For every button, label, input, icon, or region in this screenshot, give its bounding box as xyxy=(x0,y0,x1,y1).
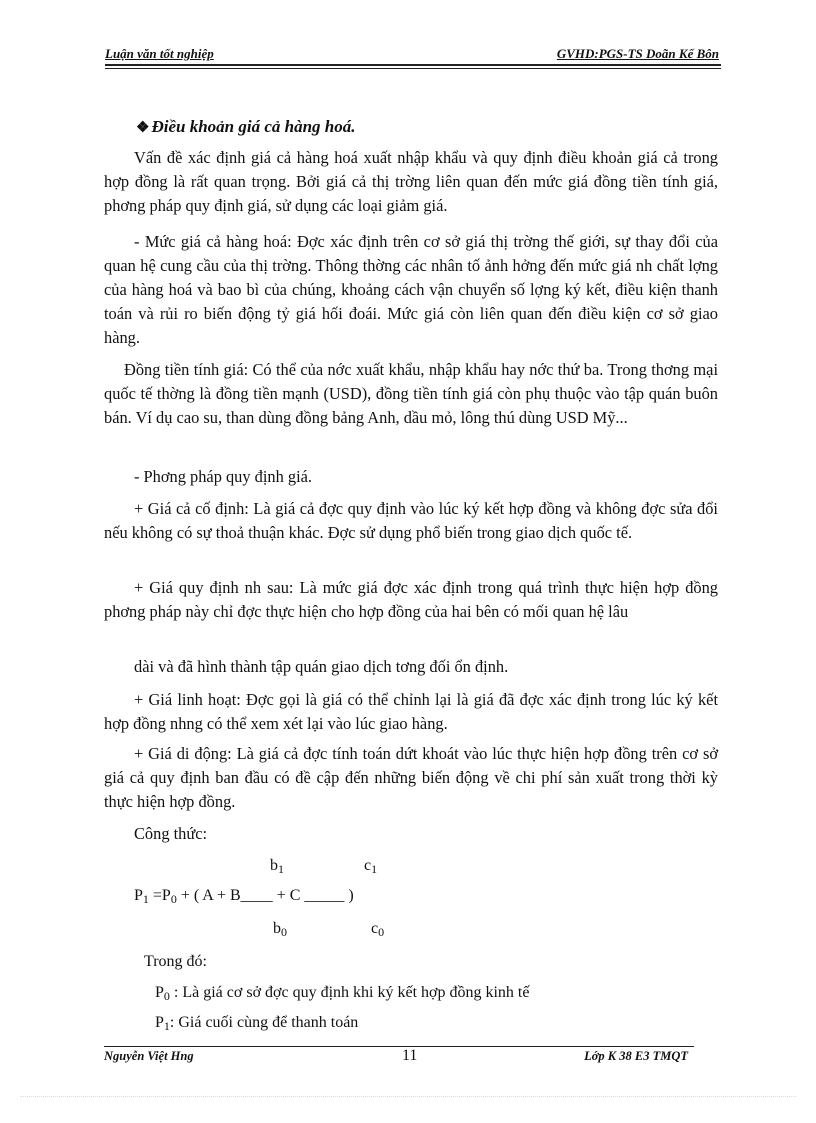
paragraph-formula-label: Công thức: xyxy=(134,824,208,843)
formula-main: P1 =P0 + ( A + B____ + C _____ ) xyxy=(134,887,354,906)
legend-p0: P0 : Là giá cơ sở đợc quy định khi ký kết hợp đồng kinh tế xyxy=(155,984,530,1003)
paragraph-fixed-price: + Giá cả cố định: Là giá cả đợc quy định vào lúc ký kết hợp đồng và không đợc sửa đổi nếu không có sự thoả thuận khác. Đợc sử dụng phổ biến trong giao dịch quốc tế. xyxy=(104,499,718,542)
paragraph-sliding-price: + Giá di động: Là giá cả đợc tính toán dứt khoát vào lúc thực hiện hợp đồng trên cơ sở giá cả quy định ban đầu có đề cập đến những biến động về chi phí sản xuất trong thời kỳ thực hiện hợp đồng. xyxy=(104,744,718,811)
paragraph-pricing-method: - Phơng pháp quy định giá. xyxy=(134,467,313,486)
section-heading-text: Điều khoản giá cả hàng hoá. xyxy=(151,117,356,136)
page-footer xyxy=(104,1046,694,1065)
section-heading xyxy=(136,117,356,137)
footer-class: Lớp K 38 E3 TMQT xyxy=(584,1049,688,1063)
legend-title: Trong đó: xyxy=(144,953,207,970)
paragraph-later-price: + Giá quy định nh sau: Là mức giá đợc xác định trong quá trình thực hiện hợp đồng phơng pháp này chỉ đợc thực hiện cho hợp đồng của hai bên có mối quan hệ lâu xyxy=(104,578,718,621)
page-number: 11 xyxy=(402,1047,418,1064)
paragraph-price-level: - Mức giá cả hàng hoá: Đợc xác định trên cơ sở giá thị trờng thế giới, sự thay đổi của quan hệ cung cầu của thị trờng. Thông thờng các nhân tố ảnh hởng đến mức giá nh chất lợng của hàng hoá và bao bì của chúng, khoảng cách vận chuyển số lợng ký kết, điều kiện thanh toán và rủi ro biến động tỷ giá hối đoái. Mức giá còn liên quan đến điều kiện cơ sở giao hàng. xyxy=(104,232,718,347)
paragraph-intro: Vấn đề xác định giá cả hàng hoá xuất nhập khẩu và quy định điều khoản giá cả trong hợp đồng là rất quan trọng. Bởi giá cả thị trờng liên quan đến mức giá đồng tiền tính giá, phơng pháp quy định giá, sử dụng các loại giảm giá. xyxy=(104,148,718,215)
footer-author: Nguyễn Việt Hng xyxy=(104,1049,194,1063)
formula-b0: b0 xyxy=(273,920,287,939)
diamond-bullet-icon: ❖ xyxy=(136,120,150,136)
formula-c1: c1 xyxy=(364,857,378,876)
page-edge-divider xyxy=(20,1096,796,1097)
page-header xyxy=(105,44,721,66)
header-advisor: GVHD:PGS-TS Doãn Kế Bôn xyxy=(556,46,719,61)
header-thesis-title: Luận văn tốt nghiệp xyxy=(105,46,214,61)
formula-c0: c0 xyxy=(371,920,385,939)
paragraph-currency: Đồng tiền tính giá: Có thể của nớc xuất khẩu, nhập khẩu hay nớc thứ ba. Trong thơng mại quốc tế thờng là đồng tiền mạnh (USD), đồng tiền tính giá còn phụ thuộc vào tập quán buôn bán. Ví dụ cao su, than dùng đồng bảng Anh, dầu mỏ, lông thú dùng USD Mỹ... xyxy=(104,360,718,427)
paragraph-later-price-cont: dài và đã hình thành tập quán giao dịch tơng đối ổn định. xyxy=(134,657,509,676)
legend-p1: P1: Giá cuối cùng để thanh toán xyxy=(155,1014,359,1033)
formula-b1: b1 xyxy=(270,857,284,876)
paragraph-flexible-price: + Giá linh hoạt: Đợc gọi là giá có thể chỉnh lại là giá đã đợc xác định trong lúc ký kết hợp đồng nhng có thể xem xét lại vào lúc giao hàng. xyxy=(104,690,718,733)
